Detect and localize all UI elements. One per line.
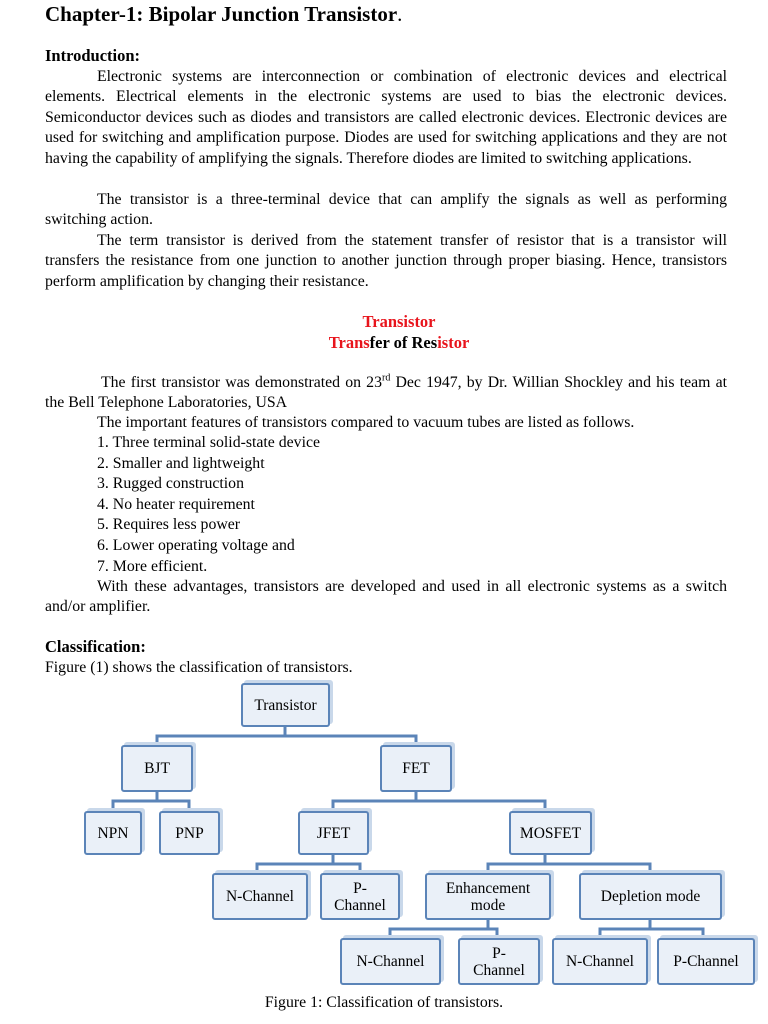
node-depletion-mode: Depletion mode: [579, 873, 722, 920]
connector-line: [333, 792, 545, 811]
list-item: 6. Lower operating voltage and: [97, 536, 295, 554]
intro-paragraph-3: The term transistor is derived from the statement transfer of resistor that is a transistor will transfers the resistance from one junction to another junction through proper biasing. Hence, transistors perform amplification by changing their resistance.: [45, 232, 727, 290]
node-depletion-p-channel: P-Channel: [657, 938, 755, 985]
list-item: 3. Rugged construction: [97, 475, 244, 493]
connector-line: [488, 855, 650, 873]
list-item: 5. Requires less power: [97, 516, 241, 534]
intro-paragraph-2: The transistor is a three-terminal device that can amplify the signals as well as performing switching action.: [45, 191, 727, 229]
chapter-title: Chapter-1: Bipolar Junction Transistor.: [45, 2, 403, 26]
list-item: 2. Smaller and lightweight: [97, 454, 265, 472]
node-npn: NPN: [84, 811, 142, 855]
introduction-heading: Introduction:: [45, 46, 141, 65]
transfer-of-resistor: Transfer of Resistor: [328, 333, 470, 352]
transistor-word: Transistor: [362, 312, 436, 331]
node-enhancement-mode: Enhancement mode: [425, 873, 551, 920]
node-fet: FET: [380, 745, 452, 792]
node-bjt: BJT: [121, 745, 193, 792]
figure-caption: Figure 1: Classification of transistors.: [264, 994, 504, 1011]
node-mosfet: MOSFET: [509, 811, 592, 855]
node-jfet-p-channel: P- Channel: [320, 873, 400, 920]
node-enhancement-n-channel: N-Channel: [340, 938, 441, 985]
features-intro: The important features of transistors compared to vacuum tubes are listed as follows.: [97, 414, 635, 431]
node-jfet: JFET: [298, 811, 369, 855]
history-paragraph: The first transistor was demonstrated on 23rd Dec 1947, by Dr. Willian Shockley and his team at the Bell Telephone Laboratories, USA: [45, 372, 727, 412]
connector-line: [157, 727, 416, 745]
node-enhancement-p-channel: P- Channel: [458, 938, 540, 985]
connector-line: [390, 920, 497, 938]
advantages-paragraph: With these advantages, transistors are developed and used in all electronic systems as a switch and/or amplifier.: [45, 578, 727, 616]
intro-paragraph-1: Electronic systems are interconnection or combination of electronic devices and electrical elements. Electrical elements in the electronic systems are used to bias the electronic devices. Semiconductor devices such as diodes and transistors are called electronic devices. Electronic devices are used for switching and amplification purpose. Diodes are used for switching applications and they are not having the capability of amplifying the signals. Therefore diodes are limited to switching applications.: [45, 68, 727, 167]
classification-text: Figure (1) shows the classification of transistors.: [45, 659, 353, 676]
list-item: 4. No heater requirement: [97, 495, 255, 513]
node-jfet-n-channel: N-Channel: [212, 873, 308, 920]
node-transistor: Transistor: [241, 683, 330, 727]
connector-line: [113, 792, 189, 811]
connector-line: [257, 855, 360, 873]
list-item: 7. More efficient.: [97, 557, 208, 575]
node-depletion-n-channel: N-Channel: [552, 938, 648, 985]
node-pnp: PNP: [159, 811, 220, 855]
connector-line: [600, 920, 703, 938]
classification-heading: Classification:: [45, 637, 146, 656]
list-item: 1. Three terminal solid-state device: [97, 434, 320, 451]
